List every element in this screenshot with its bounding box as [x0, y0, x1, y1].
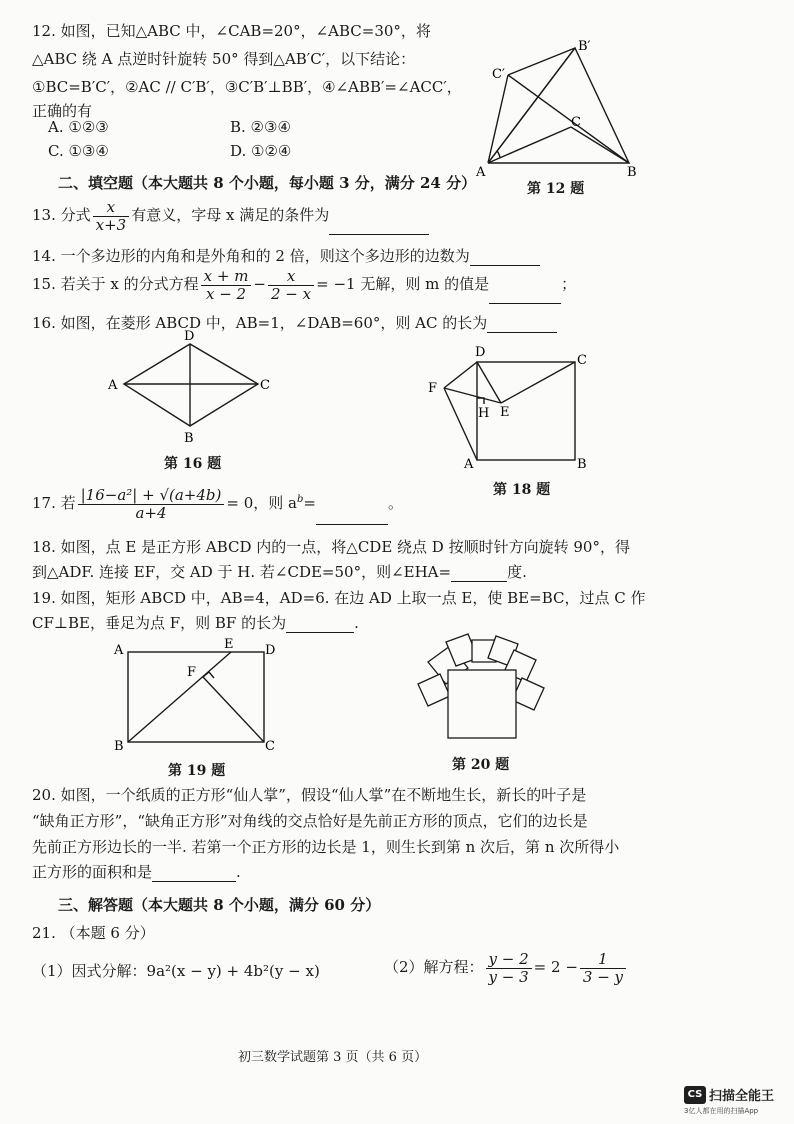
q18-caption: 第 18 题	[493, 482, 551, 498]
section3-heading: 三、解答题（本大题共 8 个小题，满分 60 分）	[58, 896, 381, 914]
q19-label-a: A	[114, 643, 124, 658]
figure-q20	[410, 632, 560, 752]
q17-pre: 17. 若	[32, 494, 76, 512]
q21-part1: （1）因式分解：9a²(x − y) + 4b²(y − x)	[32, 962, 320, 980]
q15	[32, 264, 576, 304]
q21-mid: = 2 −	[533, 958, 578, 976]
q21-den2: 3 − y	[582, 967, 624, 986]
q17-exponent: b	[296, 494, 304, 505]
q15-fraction1	[201, 268, 252, 303]
q12-caption: 第 12 题	[527, 181, 585, 197]
figure-q18	[420, 340, 600, 470]
q12-line3: ①BC=B′C′，②AC // C′B′，③C′B′⊥BB′，④∠ABB′=∠ACC′，	[32, 78, 462, 96]
q16-label-a: A	[108, 378, 118, 393]
q17-mid: = 0，则 a	[226, 494, 297, 512]
q21-num1: y − 2	[486, 951, 532, 969]
q12-label-a: A	[476, 165, 486, 180]
figure-q12	[470, 30, 650, 180]
q17-post: =	[303, 494, 316, 512]
q12-option-b: B. ②③④	[230, 118, 291, 136]
q13-post: 有意义，字母 x 满足的条件为	[131, 206, 330, 224]
q18-line2: 到△ADF. 连接 EF，交 AD 于 H. 若∠CDE=50°，则∠EHA=	[32, 563, 452, 581]
q18-label-d: D	[475, 345, 486, 360]
q17-num: |16−a²| + √(a+4b)	[78, 487, 225, 505]
q15-minus: −	[253, 275, 266, 293]
q20-line4-wrap	[32, 861, 241, 882]
q12-option-d: D. ①②④	[230, 142, 292, 160]
q18-answer-blank[interactable]	[451, 563, 507, 582]
q18-label-f: F	[428, 381, 438, 396]
q13	[32, 195, 429, 235]
q21-fraction2	[580, 951, 626, 986]
q19-answer-blank[interactable]	[286, 614, 354, 633]
q20-line1: 20. 如图，一个纸质的正方形“仙人掌”，假设“仙人掌”在不断地生长，新长的叶子是	[32, 786, 587, 804]
q17-end: 。	[387, 494, 403, 512]
q16-label-d: D	[184, 329, 195, 344]
camscanner-logo-icon: CS	[684, 1086, 706, 1104]
q12-line4: 正确的有	[32, 102, 93, 120]
q12-option-a: A. ①②③	[48, 118, 109, 136]
q14	[32, 245, 540, 266]
q15-pre: 15. 若关于 x 的分式方程	[32, 275, 199, 293]
q20-caption: 第 20 题	[452, 757, 510, 773]
camscanner-title: 扫描全能王	[709, 1089, 775, 1104]
q18-label-c: C	[577, 353, 587, 368]
q21-num2: 1	[580, 951, 626, 969]
q18-label-a: A	[464, 457, 474, 470]
q15-fraction2	[268, 268, 314, 303]
q18-line2-wrap	[32, 561, 527, 582]
q16-label-c: C	[260, 378, 270, 393]
camscanner-subtitle: 3亿人都在用的扫描App	[684, 1107, 759, 1115]
q19-end: .	[354, 614, 359, 632]
q12-option-c: C. ①③④	[48, 142, 109, 160]
q17	[32, 478, 403, 522]
q19-label-b: B	[114, 739, 124, 754]
q21-part2-pre: （2）解方程：	[384, 958, 484, 976]
q19-caption: 第 19 题	[168, 763, 226, 779]
q15-num1: x + m	[201, 268, 252, 286]
q21-part2	[384, 945, 628, 989]
q12-label-b: B	[627, 165, 637, 180]
q13-num: x	[93, 199, 130, 217]
q15-mid: = −1 无解，则 m 的值是	[316, 275, 490, 293]
q18-label-h: H	[478, 406, 490, 421]
q13-fraction	[93, 199, 130, 234]
q20-line4: 正方形的面积和是	[32, 863, 153, 881]
q12-label-b-prime: B′	[578, 39, 591, 54]
q14-text: 14. 一个多边形的内角和是外角和的 2 倍，则这个多边形的边数为	[32, 247, 470, 265]
q12-line2: △ABC 绕 A 点逆时针旋转 50° 得到△AB′C′，以下结论：	[32, 50, 416, 68]
q13-answer-blank[interactable]	[329, 208, 429, 235]
q17-answer-blank[interactable]	[316, 498, 388, 525]
q13-den: x+3	[95, 215, 127, 234]
q17-fraction	[78, 487, 225, 522]
q15-den1: x − 2	[205, 284, 247, 303]
q15-den2: 2 − x	[271, 284, 312, 303]
q16-text: 16. 如图，在菱形 ABCD 中，AB=1，∠DAB=60°，则 AC 的长为	[32, 314, 488, 332]
q15-num2: x	[268, 268, 314, 286]
q12-label-c-prime: C′	[492, 67, 505, 82]
q21-fraction1	[486, 951, 532, 986]
q20-line2: “缺角正方形”，“缺角正方形”对角线的交点恰好是先前正方形的顶点，它们的边长是	[32, 812, 588, 830]
q18-label-b: B	[577, 457, 587, 470]
q15-end: ；	[561, 275, 577, 293]
q12-label-c: C	[571, 115, 581, 130]
q21-den1: y − 3	[488, 967, 529, 986]
q16-label-b: B	[184, 431, 194, 446]
figure-q16	[100, 326, 290, 448]
q20-end: .	[236, 863, 241, 881]
q17-den: a+4	[135, 503, 167, 522]
q16-caption: 第 16 题	[164, 456, 222, 472]
q18-line1: 18. 如图，点 E 是正方形 ABCD 内的一点，将△CDE 绕点 D 按顺时针方向旋转 90°，得	[32, 538, 630, 556]
q19-label-e: E	[224, 637, 234, 652]
q19-label-c: C	[265, 739, 275, 754]
q21-heading: 21. （本题 6 分）	[32, 924, 155, 942]
q16-answer-blank[interactable]	[487, 314, 557, 333]
q19-line2-wrap	[32, 612, 359, 633]
q19-label-f: F	[187, 665, 197, 680]
q20-line3: 先前正方形边长的一半. 若第一个正方形的边长是 1，则生长到第 n 次后，第 n 次所得小	[32, 838, 620, 856]
page-footer: 初三数学试题第 3 页（共 6 页）	[238, 1050, 428, 1065]
q19-line2: CF⊥BE，垂足为点 F，则 BF 的长为	[32, 614, 287, 632]
q20-answer-blank[interactable]	[152, 863, 236, 882]
figure-q19	[110, 634, 280, 754]
q13-pre: 13. 分式	[32, 206, 91, 224]
q19-line1: 19. 如图，矩形 ABCD 中，AB=4，AD=6. 在边 AD 上取一点 E，使 BE=BC，过点 C 作	[32, 589, 646, 607]
section2-heading: 二、填空题（本大题共 8 个小题，每小题 3 分，满分 24 分）	[58, 174, 477, 192]
q12-line1: 12. 如图，已知△ABC 中，∠CAB=20°，∠ABC=30°，将	[32, 22, 431, 40]
q18-unit: 度.	[507, 563, 527, 581]
q19-label-d: D	[265, 643, 276, 658]
q15-answer-blank[interactable]	[489, 277, 561, 304]
q18-label-e: E	[500, 405, 510, 420]
